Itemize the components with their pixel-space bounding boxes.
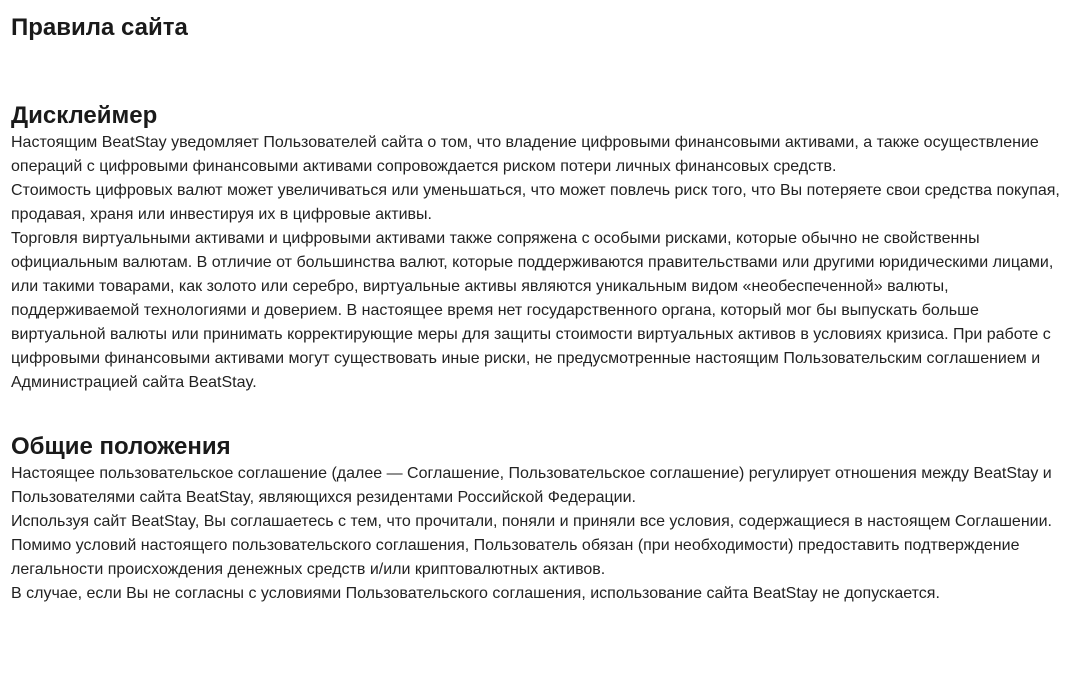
- disclaimer-heading: Дисклеймер: [11, 102, 158, 129]
- disclaimer-paragraph: Стоимость цифровых валют может увеличиваться или уменьшаться, что может повлечь риск того, что Вы потеряете свои средства покупая, продавая, храня или инвестируя их в цифровые активы.: [11, 182, 1060, 223]
- general-provisions-paragraph: Помимо условий настоящего пользовательского соглашения, Пользователь обязан (при необходимости) предоставить подтверждение легальности происхождения денежных средств и/или криптовалютных активов.: [11, 537, 1020, 578]
- general-provisions-paragraph: Настоящее пользовательское соглашение (далее — Соглашение, Пользовательское соглашение) регулирует отношения между BeatStay и Пользователями сайта BeatStay, являющихся резидентами Российской Федерации.: [11, 465, 1052, 506]
- disclaimer-paragraph: Торговля виртуальными активами и цифровыми активами также сопряжена с особыми рисками, которые обычно не свойственны официальным валютам. В отличие от большинства валют, которые поддерживаются правительствами или другими юридическими лицами, или такими товарами, как золото или серебро, виртуальные активы являются уникальным видом «необеспеченной» валюты, поддерживаемой технологиями и доверием. В настоящее время нет государственного органа, который мог бы выпускать больше виртуальной валюты или принимать корректирующие меры для защиты стоимости виртуальных активов в условиях кризиса. При работе с цифровыми финансовыми активами могут существовать иные риски, не предусмотренные настоящим Пользовательским соглашением и Администрацией сайта BeatStay.: [11, 230, 1054, 391]
- general-provisions-paragraph: Используя сайт BeatStay, Вы соглашаетесь с тем, что прочитали, поняли и приняли все условия, содержащиеся в настоящем Соглашении.: [11, 513, 1052, 530]
- general-provisions-heading: Общие положения: [11, 433, 231, 460]
- disclaimer-section: [11, 101, 1064, 395]
- page-title: Правила сайта: [11, 14, 188, 41]
- general-provisions-section: [11, 432, 1064, 606]
- disclaimer-paragraph: Настоящим BeatStay уведомляет Пользователей сайта о том, что владение цифровыми финансовыми активами, а также осуществление операций с цифровыми финансовыми активами сопровождается риском потери личных финансовых средств.: [11, 134, 1039, 175]
- general-provisions-paragraph: В случае, если Вы не согласны с условиями Пользовательского соглашения, использование сайта BeatStay не допускается.: [11, 585, 940, 602]
